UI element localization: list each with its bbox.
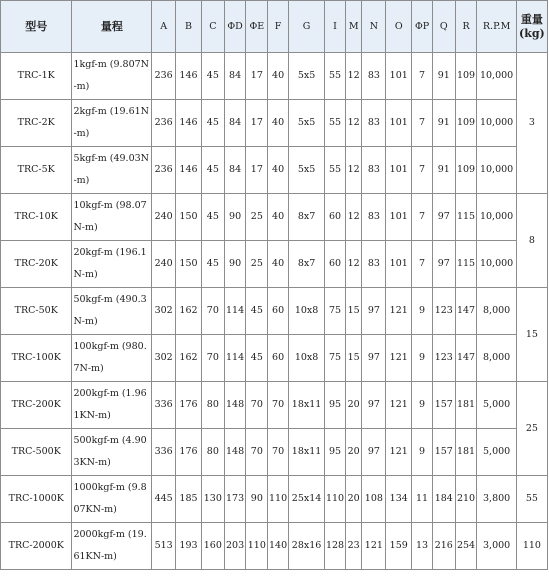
cell-m: 15 [345,335,362,382]
cell-phi-d: 90 [224,194,246,241]
cell-rpm: 8,000 [477,288,516,335]
header-m: M [345,1,362,53]
cell-rpm: 10,000 [477,194,516,241]
cell-weight: 25 [516,382,547,476]
cell-i: 55 [325,53,346,100]
header-weight: 重量(kg) [516,1,547,53]
cell-n: 97 [362,429,386,476]
cell-n: 83 [362,241,386,288]
cell-r: 115 [455,194,477,241]
table-body [1,53,548,570]
cell-phi-p: 9 [412,429,433,476]
table-row [1,476,548,523]
cell-m: 23 [345,523,362,570]
cell-a: 445 [152,476,176,523]
cell-phi-e: 45 [246,288,268,335]
cell-q: 123 [432,288,455,335]
cell-phi-e: 70 [246,382,268,429]
cell-phi-d: 84 [224,100,246,147]
cell-capacity: 20kgf-m (196.1N-m) [72,241,152,288]
cell-phi-e: 110 [246,523,268,570]
header-phi-d: ΦD [224,1,246,53]
header-o: O [386,1,412,53]
cell-a: 236 [152,147,176,194]
cell-phi-d: 203 [224,523,246,570]
cell-rpm: 10,000 [477,241,516,288]
cell-q: 91 [432,100,455,147]
header-q: Q [432,1,455,53]
cell-i: 128 [325,523,346,570]
cell-phi-p: 9 [412,335,433,382]
table-row [1,382,548,429]
cell-g: 25x14 [288,476,324,523]
cell-phi-p: 7 [412,100,433,147]
cell-weight: 3 [516,53,547,194]
cell-phi-p: 13 [412,523,433,570]
cell-n: 121 [362,523,386,570]
cell-r: 109 [455,100,477,147]
cell-phi-d: 114 [224,335,246,382]
cell-rpm: 3,800 [477,476,516,523]
cell-phi-p: 9 [412,288,433,335]
cell-model: TRC-20K [1,241,72,288]
cell-g: 8x7 [288,241,324,288]
cell-capacity: 5kgf-m (49.03N-m) [72,147,152,194]
cell-weight: 110 [516,523,547,570]
cell-model: TRC-5K [1,147,72,194]
cell-f: 40 [268,194,289,241]
cell-a: 302 [152,288,176,335]
cell-n: 97 [362,288,386,335]
cell-o: 134 [386,476,412,523]
cell-b: 146 [176,147,202,194]
cell-q: 216 [432,523,455,570]
table-row [1,147,548,194]
cell-i: 75 [325,335,346,382]
cell-b: 162 [176,288,202,335]
cell-r: 109 [455,53,477,100]
cell-c: 70 [201,335,224,382]
header-g: G [288,1,324,53]
cell-rpm: 8,000 [477,335,516,382]
cell-model: TRC-1K [1,53,72,100]
cell-phi-e: 17 [246,147,268,194]
cell-i: 110 [325,476,346,523]
cell-g: 5x5 [288,147,324,194]
cell-c: 45 [201,241,224,288]
cell-r: 115 [455,241,477,288]
cell-b: 176 [176,382,202,429]
header-b: B [176,1,202,53]
cell-o: 121 [386,429,412,476]
cell-capacity: 100kgf-m (980.7N-m) [72,335,152,382]
header-model: 型号 [1,1,72,53]
cell-m: 20 [345,476,362,523]
cell-a: 336 [152,429,176,476]
cell-rpm: 10,000 [477,147,516,194]
cell-c: 45 [201,147,224,194]
cell-phi-p: 11 [412,476,433,523]
cell-i: 55 [325,147,346,194]
table-row [1,100,548,147]
cell-m: 12 [345,241,362,288]
cell-a: 336 [152,382,176,429]
cell-c: 80 [201,382,224,429]
cell-b: 185 [176,476,202,523]
cell-n: 83 [362,100,386,147]
cell-o: 101 [386,147,412,194]
cell-g: 18x11 [288,429,324,476]
cell-o: 101 [386,194,412,241]
cell-c: 160 [201,523,224,570]
cell-m: 12 [345,147,362,194]
cell-phi-p: 7 [412,53,433,100]
cell-rpm: 10,000 [477,53,516,100]
cell-i: 95 [325,429,346,476]
cell-capacity: 10kgf-m (98.07N-m) [72,194,152,241]
cell-m: 12 [345,53,362,100]
cell-phi-d: 114 [224,288,246,335]
cell-c: 45 [201,53,224,100]
table-row [1,194,548,241]
cell-i: 60 [325,194,346,241]
cell-phi-e: 17 [246,100,268,147]
cell-i: 55 [325,100,346,147]
table-row [1,53,548,100]
cell-model: TRC-10K [1,194,72,241]
cell-q: 157 [432,382,455,429]
cell-phi-e: 25 [246,194,268,241]
cell-i: 95 [325,382,346,429]
cell-r: 181 [455,382,477,429]
cell-model: TRC-2K [1,100,72,147]
cell-m: 15 [345,288,362,335]
cell-f: 70 [268,429,289,476]
cell-rpm: 3,000 [477,523,516,570]
cell-b: 146 [176,100,202,147]
cell-c: 70 [201,288,224,335]
cell-g: 28x16 [288,523,324,570]
cell-a: 513 [152,523,176,570]
header-phi-p: ΦP [412,1,433,53]
cell-f: 60 [268,288,289,335]
table-row [1,523,548,570]
cell-r: 181 [455,429,477,476]
cell-f: 40 [268,147,289,194]
cell-r: 109 [455,147,477,194]
cell-phi-p: 7 [412,194,433,241]
cell-rpm: 5,000 [477,382,516,429]
cell-a: 240 [152,241,176,288]
header-r: R [455,1,477,53]
cell-phi-d: 173 [224,476,246,523]
cell-phi-e: 17 [246,53,268,100]
cell-q: 157 [432,429,455,476]
cell-c: 130 [201,476,224,523]
table-header [1,1,548,53]
cell-o: 101 [386,100,412,147]
cell-q: 91 [432,147,455,194]
cell-a: 236 [152,100,176,147]
cell-o: 121 [386,335,412,382]
header-phi-e: ΦE [246,1,268,53]
cell-phi-d: 148 [224,382,246,429]
cell-c: 45 [201,194,224,241]
cell-c: 45 [201,100,224,147]
header-row [1,1,548,53]
cell-n: 97 [362,382,386,429]
table-row [1,241,548,288]
cell-m: 20 [345,429,362,476]
cell-r: 254 [455,523,477,570]
header-n: N [362,1,386,53]
cell-r: 147 [455,288,477,335]
cell-f: 140 [268,523,289,570]
cell-q: 184 [432,476,455,523]
cell-a: 302 [152,335,176,382]
cell-f: 70 [268,382,289,429]
cell-weight: 15 [516,288,547,382]
cell-rpm: 10,000 [477,100,516,147]
cell-capacity: 50kgf-m (490.3N-m) [72,288,152,335]
cell-g: 18x11 [288,382,324,429]
cell-rpm: 5,000 [477,429,516,476]
cell-o: 121 [386,382,412,429]
cell-b: 193 [176,523,202,570]
cell-m: 12 [345,100,362,147]
cell-phi-e: 70 [246,429,268,476]
cell-n: 97 [362,335,386,382]
cell-model: TRC-50K [1,288,72,335]
cell-f: 40 [268,53,289,100]
cell-o: 101 [386,241,412,288]
cell-q: 123 [432,335,455,382]
cell-o: 121 [386,288,412,335]
table-row [1,335,548,382]
cell-b: 176 [176,429,202,476]
cell-capacity: 1000kgf-m (9.807KN-m) [72,476,152,523]
cell-n: 83 [362,147,386,194]
header-capacity: 量程 [72,1,152,53]
header-f: F [268,1,289,53]
cell-b: 162 [176,335,202,382]
cell-g: 5x5 [288,100,324,147]
cell-phi-d: 84 [224,53,246,100]
cell-g: 10x8 [288,335,324,382]
cell-o: 159 [386,523,412,570]
cell-capacity: 2kgf-m (19.61N-m) [72,100,152,147]
cell-m: 12 [345,194,362,241]
cell-n: 83 [362,194,386,241]
cell-f: 40 [268,100,289,147]
cell-q: 91 [432,53,455,100]
cell-q: 97 [432,194,455,241]
cell-i: 60 [325,241,346,288]
header-i: I [325,1,346,53]
cell-o: 101 [386,53,412,100]
cell-b: 150 [176,241,202,288]
cell-capacity: 500kgf-m (4.903KN-m) [72,429,152,476]
cell-phi-e: 45 [246,335,268,382]
cell-m: 20 [345,382,362,429]
header-rpm: R.P.M [477,1,516,53]
cell-q: 97 [432,241,455,288]
cell-n: 83 [362,53,386,100]
cell-a: 240 [152,194,176,241]
cell-model: TRC-1000K [1,476,72,523]
cell-phi-e: 25 [246,241,268,288]
cell-model: TRC-500K [1,429,72,476]
cell-phi-d: 84 [224,147,246,194]
cell-c: 80 [201,429,224,476]
cell-b: 150 [176,194,202,241]
cell-phi-d: 148 [224,429,246,476]
cell-phi-d: 90 [224,241,246,288]
cell-f: 40 [268,241,289,288]
cell-a: 236 [152,53,176,100]
table-row [1,288,548,335]
cell-capacity: 200kgf-m (1.961KN-m) [72,382,152,429]
cell-phi-p: 7 [412,147,433,194]
cell-capacity: 2000kgf-m (19.61KN-m) [72,523,152,570]
cell-phi-e: 90 [246,476,268,523]
cell-g: 5x5 [288,53,324,100]
cell-phi-p: 7 [412,241,433,288]
cell-model: TRC-200K [1,382,72,429]
cell-n: 108 [362,476,386,523]
cell-f: 110 [268,476,289,523]
cell-b: 146 [176,53,202,100]
cell-model: TRC-100K [1,335,72,382]
cell-weight: 55 [516,476,547,523]
cell-model: TRC-2000K [1,523,72,570]
header-a: A [152,1,176,53]
cell-r: 210 [455,476,477,523]
header-c: C [201,1,224,53]
cell-capacity: 1kgf-m (9.807N-m) [72,53,152,100]
cell-phi-p: 9 [412,382,433,429]
table-row [1,429,548,476]
cell-weight: 8 [516,194,547,288]
cell-g: 10x8 [288,288,324,335]
cell-g: 8x7 [288,194,324,241]
cell-r: 147 [455,335,477,382]
cell-f: 60 [268,335,289,382]
cell-i: 75 [325,288,346,335]
